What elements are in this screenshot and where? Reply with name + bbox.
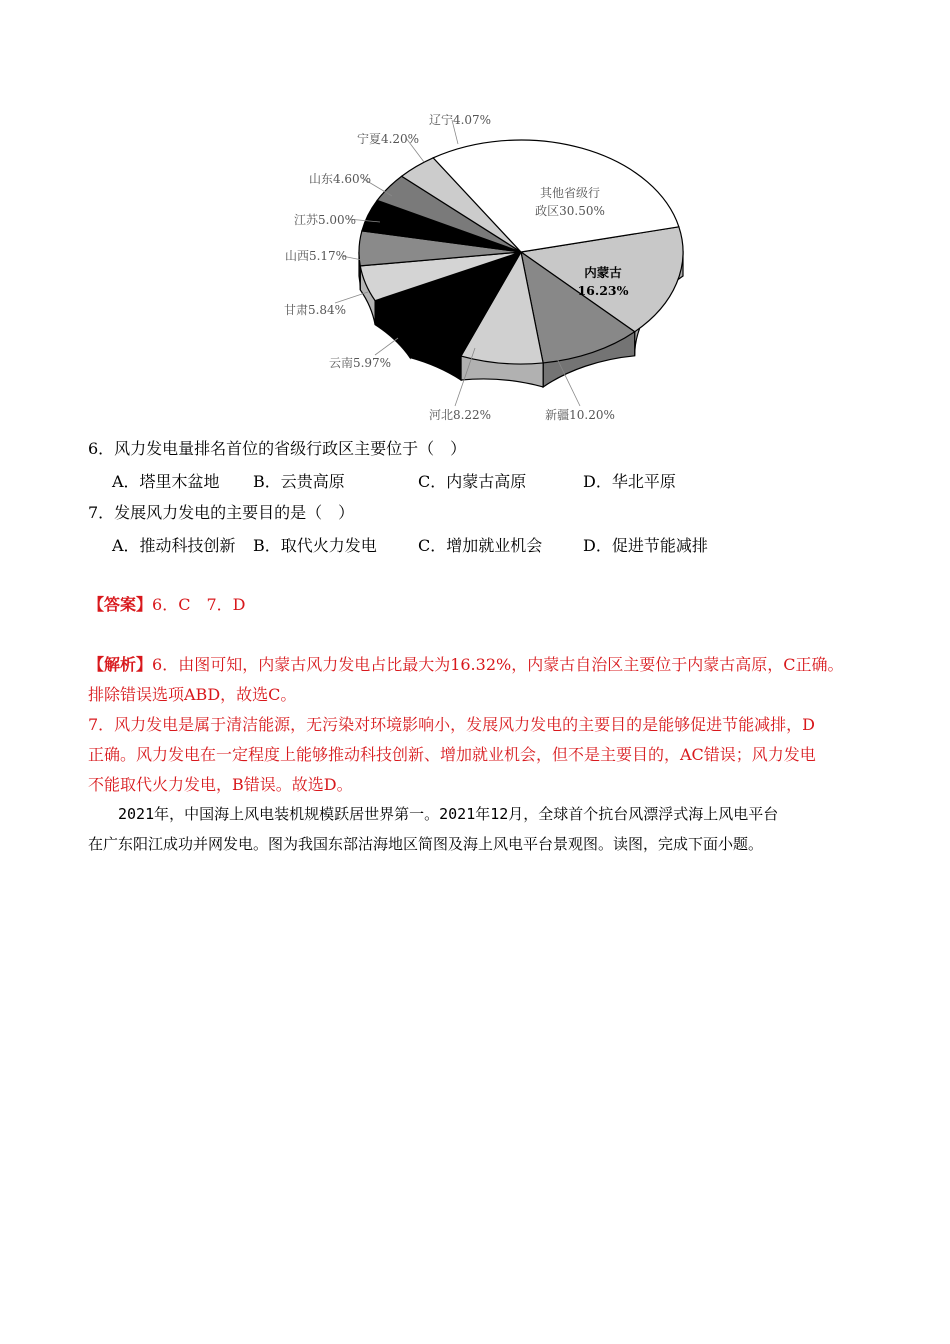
pie-label-3: 云南5.97% bbox=[328, 356, 392, 370]
q7-option-a[interactable]: A．推动科技创新 bbox=[112, 536, 236, 555]
analysis-line-3: 7．风力发电是属于清洁能源，无污染对环境影响小，发展风力发电的主要目的是能够促进节能减排，D bbox=[88, 715, 816, 734]
pie-label-1: 新疆10.20% bbox=[545, 408, 615, 422]
pie-label-5: 山西5.17% bbox=[284, 249, 348, 263]
q6-option-a[interactable]: A．塔里木盆地 bbox=[112, 472, 220, 491]
answer-line bbox=[88, 592, 245, 615]
analysis-line-4: 正确。风力发电在一定程度上能够推动科技创新、增加就业机会，但不是主要目的，AC错误；风力发电 bbox=[88, 745, 816, 764]
analysis-line-2: 排除错误选项ABD，故选C。 bbox=[88, 685, 297, 704]
question-6-options bbox=[112, 469, 812, 491]
pie-label-8: 宁夏4.20% bbox=[356, 132, 420, 146]
q6-option-b[interactable]: B．云贵高原 bbox=[253, 472, 345, 491]
q6-option-d[interactable]: D．华北平原 bbox=[583, 472, 676, 491]
question-7-options bbox=[112, 533, 812, 555]
answer-text: 6．C 7．D bbox=[152, 595, 246, 614]
pie-label-value-0: 16.23% bbox=[577, 283, 629, 298]
pie-label-name-10: 其他省级行 bbox=[539, 186, 601, 200]
material-line-1: 2021年，中国海上风电装机规模跃居世界第一。2021年12月，全球首个抗台风漂浮式海上风电平台 bbox=[118, 805, 779, 823]
question-7-stem: 7．发展风力发电的主要目的是（ ） bbox=[88, 503, 355, 522]
pie-leader-3 bbox=[375, 338, 398, 355]
analysis-line-1: 【解析】6．由图可知，内蒙古风力发电占比最大为16.32%，内蒙古自治区主要位于内蒙古高原，C正确。 bbox=[88, 655, 844, 674]
pie-label-name-0: 内蒙古 bbox=[584, 265, 622, 280]
pie-label-4: 甘肃5.84% bbox=[283, 303, 347, 317]
pie-label-6: 江苏5.00% bbox=[293, 213, 357, 227]
answer-label: 【答案】 bbox=[88, 595, 153, 614]
pie-label-2: 河北8.22% bbox=[428, 408, 492, 422]
q7-option-b[interactable]: B．取代火力发电 bbox=[253, 536, 377, 555]
q7-option-c[interactable]: C．增加就业机会 bbox=[418, 536, 543, 555]
material-line-2: 在广东阳江成功并网发电。图为我国东部沽海地区简图及海上风电平台景观图。读图，完成下面小题。 bbox=[88, 835, 764, 853]
analysis-line-5: 不能取代火力发电，B错误。故选D。 bbox=[88, 775, 353, 794]
q7-option-d[interactable]: D．促进节能减排 bbox=[583, 536, 708, 555]
pie-label-7: 山东4.60% bbox=[308, 172, 372, 186]
q6-option-c[interactable]: C．内蒙古高原 bbox=[418, 472, 527, 491]
pie-leader-4 bbox=[335, 292, 368, 303]
analysis-label: 【解析】 bbox=[88, 655, 153, 674]
question-6-stem: 6．风力发电量排名首位的省级行政区主要位于（ ） bbox=[88, 439, 467, 458]
pie-label-9: 辽宁4.07% bbox=[428, 113, 492, 127]
pie-label-name2-10: 政区30.50% bbox=[535, 204, 605, 218]
wind-power-pie-chart bbox=[280, 100, 700, 430]
